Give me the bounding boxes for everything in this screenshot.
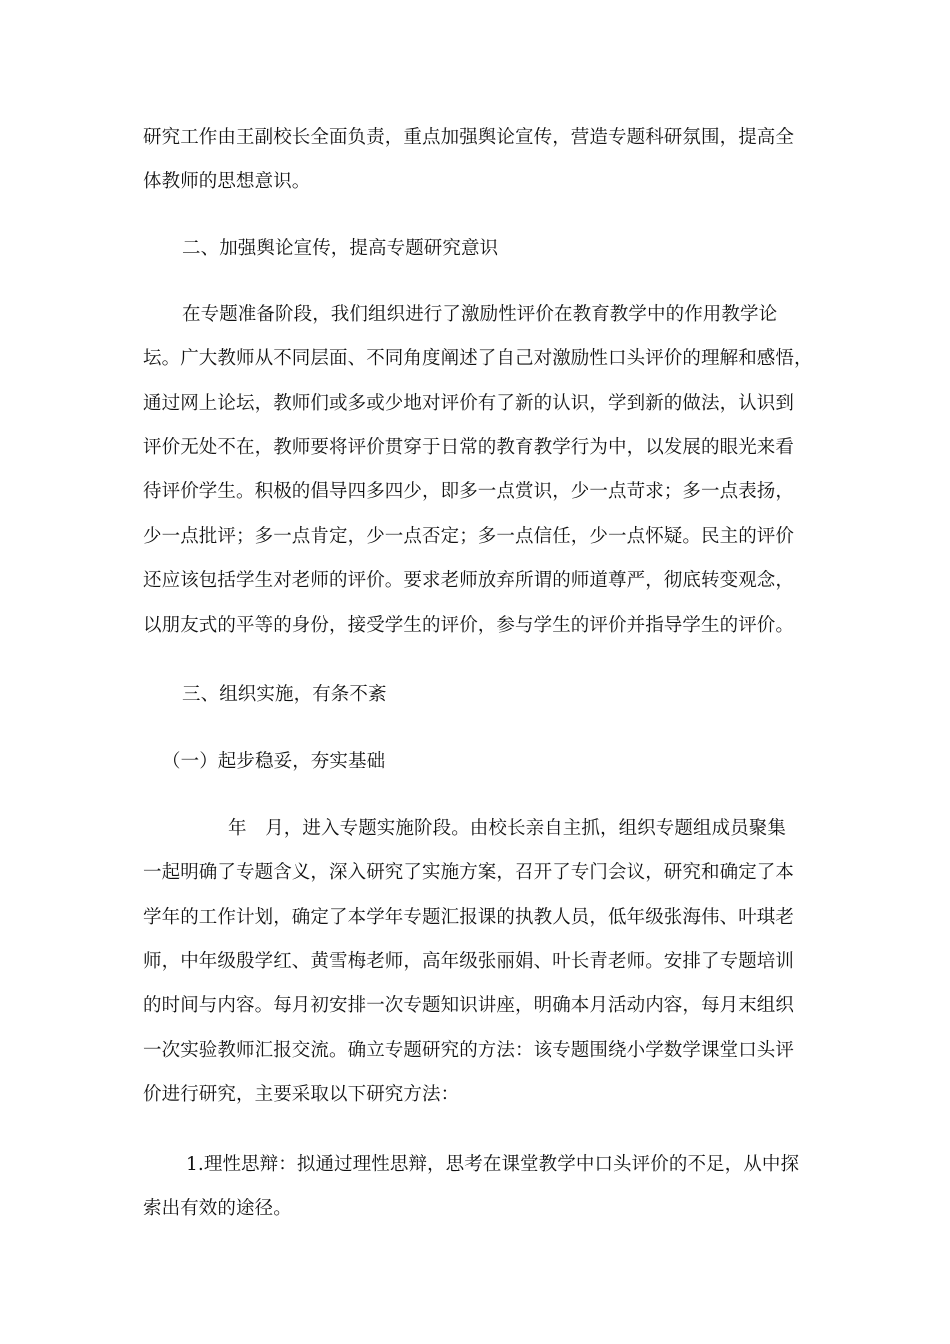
- subsection-heading: （一）起步稳妥，夯实基础: [162, 751, 386, 772]
- section-heading: 三、组织实施，有条不紊: [182, 684, 387, 705]
- paragraph-line: 待评价学生。积极的倡导四多四少，即多一点赏识，少一点苛求；多一点表扬，: [143, 481, 795, 502]
- paragraph-line: 在专题准备阶段，我们组织进行了激励性评价在教育教学中的作用教学论: [182, 304, 778, 325]
- paragraph-line: 一次实验教师汇报交流。确立专题研究的方法：该专题围绕小学数学课堂口头评: [143, 1040, 795, 1061]
- paragraph-line: 研究工作由王副校长全面负责，重点加强舆论宣传，营造专题科研氛围，提高全: [143, 127, 795, 148]
- paragraph-line: 评价无处不在，教师要将评价贯穿于日常的教育教学行为中，以发展的眼光来看: [143, 437, 795, 458]
- paragraph-line: 以朋友式的平等的身份，接受学生的评价，参与学生的评价并指导学生的评价。: [143, 615, 795, 636]
- list-item: 索出有效的途径。: [143, 1198, 292, 1219]
- paragraph-line: 学年的工作计划，确定了本学年专题汇报课的执教人员，低年级张海伟、叶琪老: [143, 907, 795, 928]
- paragraph-line: 年 月，进入专题实施阶段。由校长亲自主抓，组织专题组成员聚集: [228, 818, 787, 839]
- paragraph-line: 体教师的思想意识。: [143, 171, 311, 192]
- paragraph-line: 坛。广大教师从不同层面、不同角度阐述了自己对激励性口头评价的理解和感悟，: [143, 348, 813, 369]
- paragraph-line: 还应该包括学生对老师的评价。要求老师放弃所谓的师道尊严，彻底转变观念，: [143, 570, 795, 591]
- list-item: 1.理性思辩：拟通过理性思辩，思考在课堂教学中口头评价的不足，从中探: [186, 1154, 800, 1175]
- paragraph-line: 的时间与内容。每月初安排一次专题知识讲座，明确本月活动内容，每月末组织: [143, 995, 795, 1016]
- paragraph-line: 通过网上论坛，教师们或多或少地对评价有了新的认识，学到新的做法，认识到: [143, 393, 795, 414]
- section-heading: 二、加强舆论宣传，提高专题研究意识: [182, 238, 499, 259]
- paragraph-line: 师，中年级殷学红、黄雪梅老师，高年级张丽娟、叶长青老师。安排了专题培训: [143, 951, 795, 972]
- paragraph-line: 少一点批评；多一点肯定，少一点否定；多一点信任，少一点怀疑。民主的评价: [143, 526, 795, 547]
- paragraph-line: 价进行研究，主要采取以下研究方法：: [143, 1084, 460, 1105]
- paragraph-line: 一起明确了专题含义，深入研究了实施方案，召开了专门会议，研究和确定了本: [143, 862, 795, 883]
